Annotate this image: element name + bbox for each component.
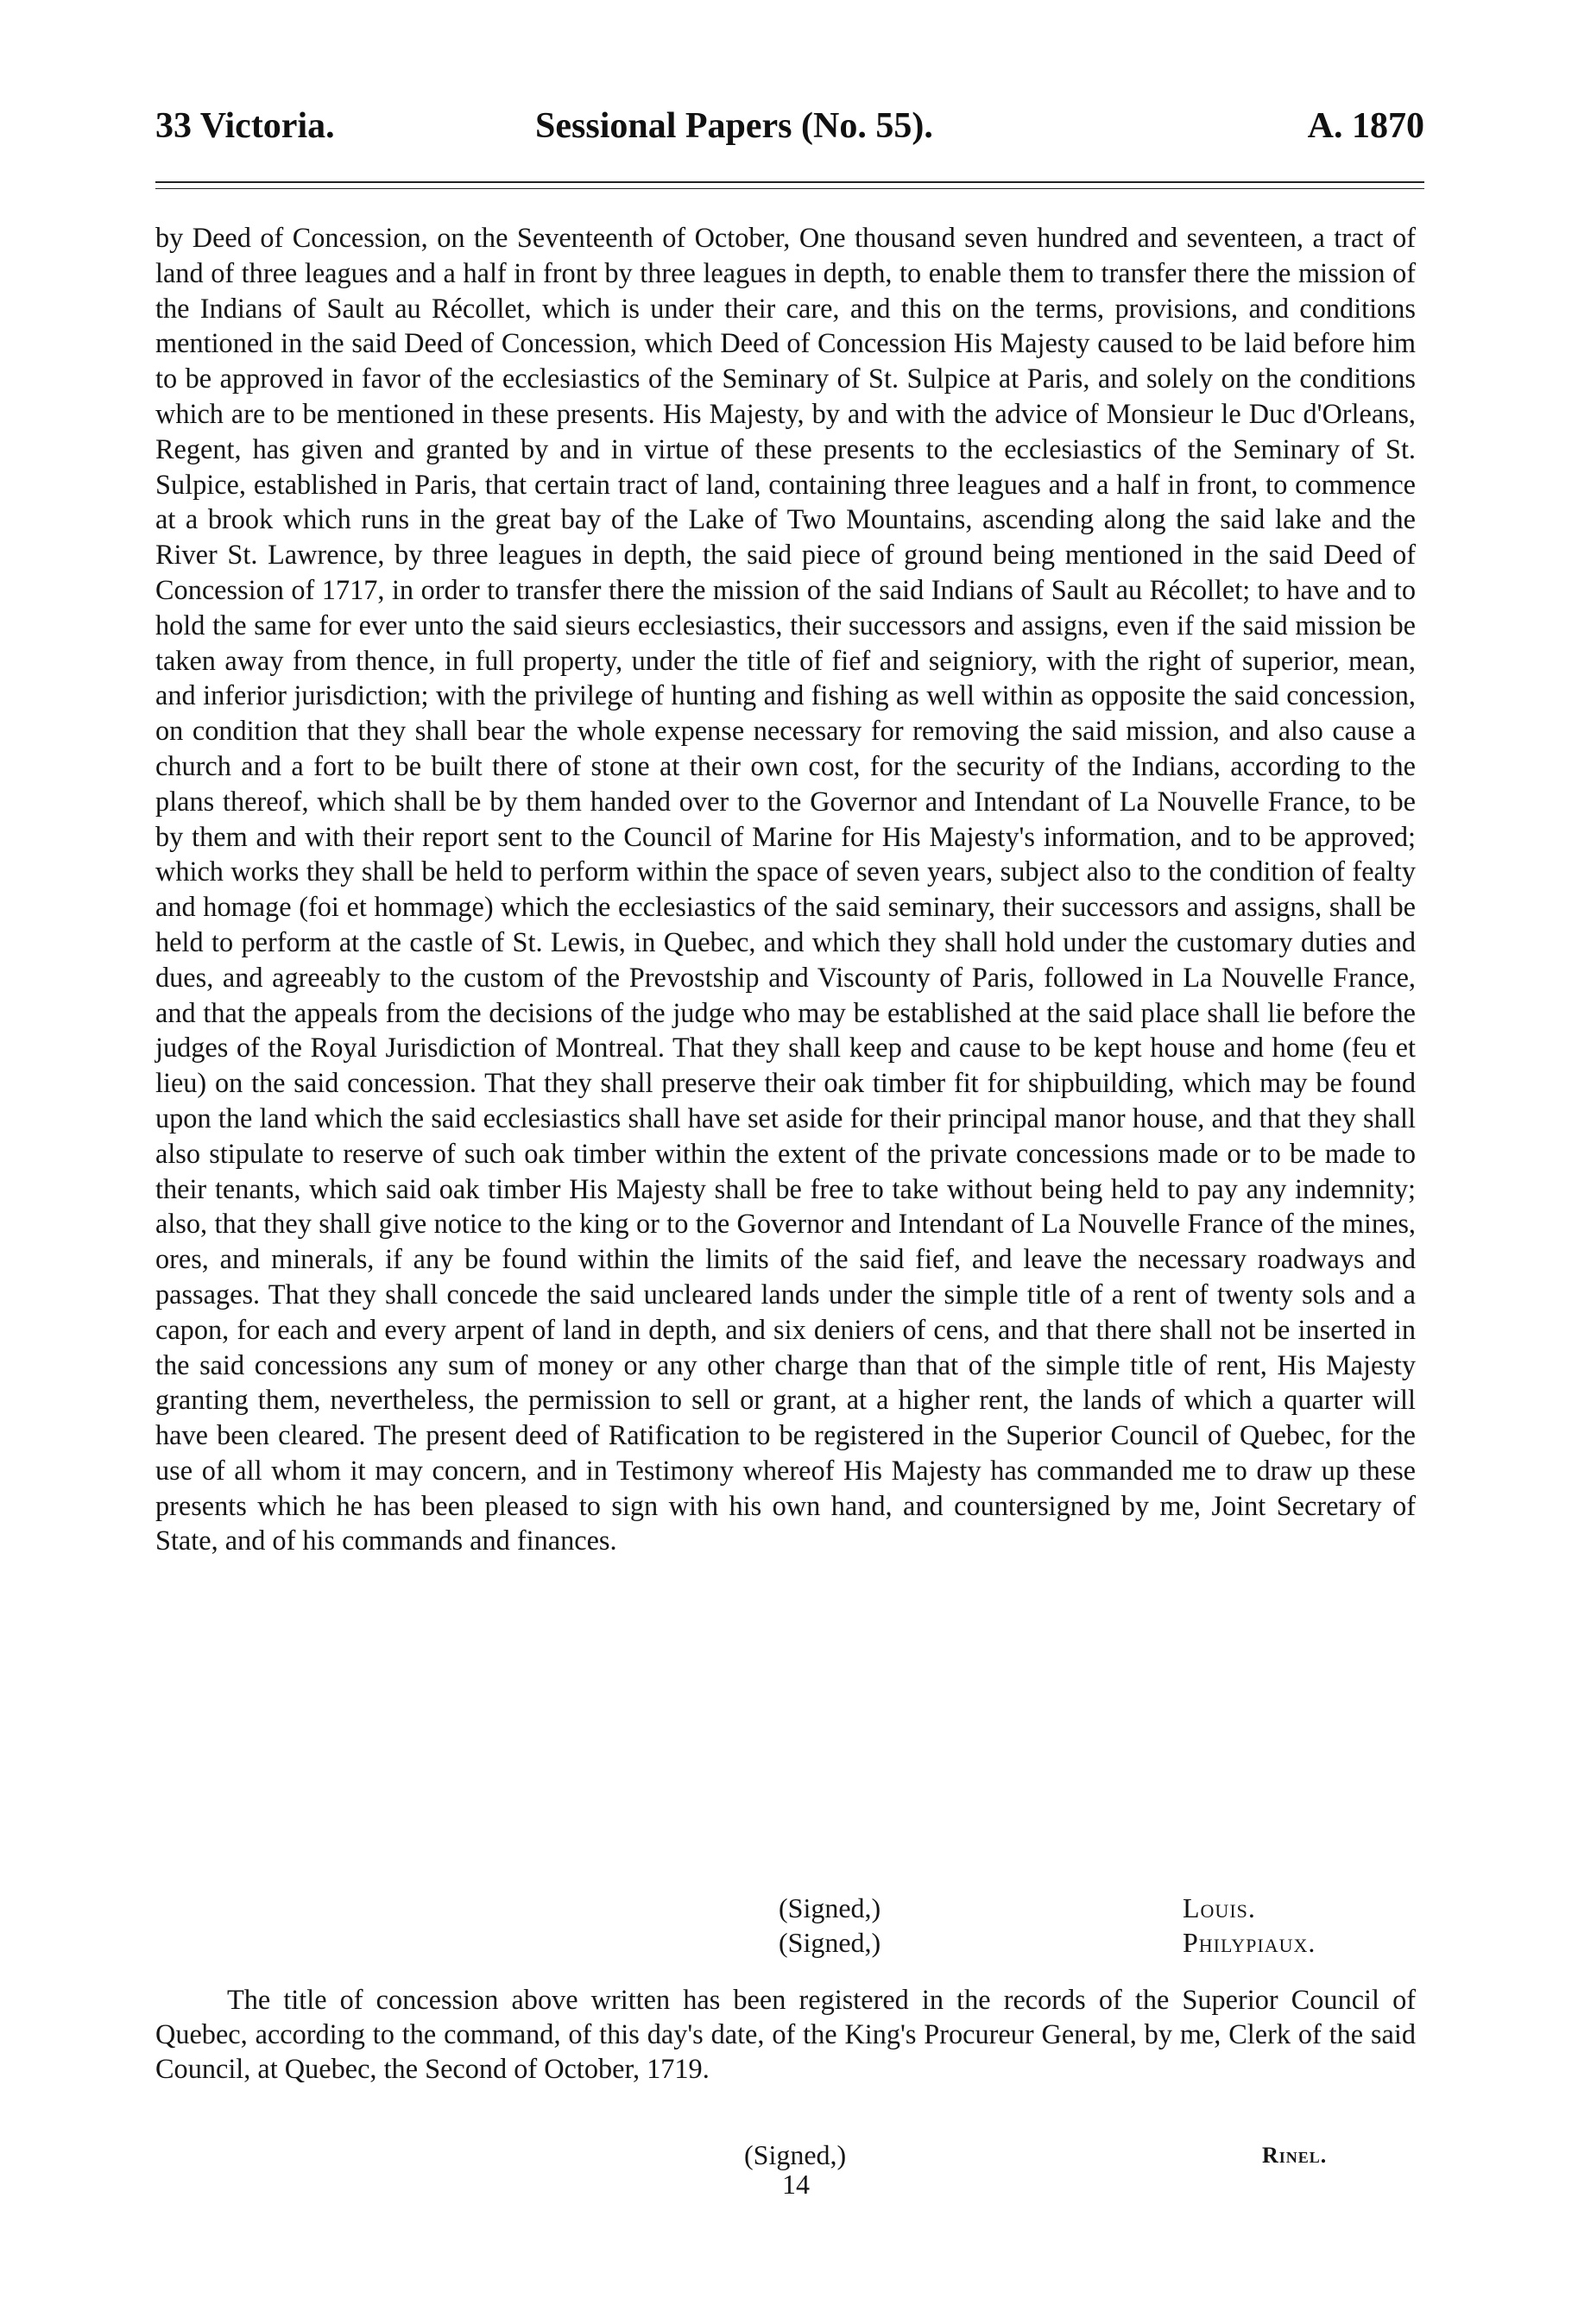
signature-line (779, 1927, 1469, 1961)
signature-block-ratification (779, 1892, 1469, 1961)
page-number: 14 (782, 2169, 810, 2200)
header-rule-thick (155, 181, 1424, 183)
header-title: Sessional Papers (No. 55). (535, 106, 933, 146)
signatory-name: Rinel. (1262, 2143, 1328, 2168)
signature-line (779, 1892, 1469, 1927)
signatory-name: Philypiaux. (1183, 1927, 1316, 1958)
running-header (155, 95, 1424, 164)
signature-label: (Signed,) (779, 1892, 881, 1923)
signature-block-clerk (744, 2139, 1435, 2174)
header-volume: 33 Victoria. (155, 106, 335, 146)
signature-line (744, 2139, 1435, 2174)
body-paragraph: by Deed of Concession, on the Seventeenth of October, One thousand seven hundred and seventeen, a tract of land of three leagues and a half in front by three leagues in depth, to enable them to transfer there the mission of the Indians of Sault au Récollet, which is under their care, and this on the terms, provisions, and conditions mentioned in the said Deed of Concession, which Deed of Concession His Majesty caused to be laid before him to be approved in favor of the ecclesiastics of the Seminary of St. Sulpice at Paris, and solely on the conditions which are to be mentioned in these presents. His Majesty, by and with the advice of Monsieur le Duc d'Orleans, Regent, has given and granted by and in virtue of these presents to the ecclesiastics of the Seminary of St. Sulpice, established in Paris, that certain tract of land, containing three leagues and a half in front, to commence at a brook which runs in the great bay of the Lake of Two Mountains, ascending along the said lake and the River St. Lawrence, by three leagues in depth, the said piece of ground being mentioned in the said Deed of Concession of 1717, in order to transfer there the mission of the said Indians of Sault au Récollet; to have and to hold the same for ever unto the said sieurs ecclesiastics, their successors and assigns, even if the said mission be taken away from thence, in full property, under the title of fief and seigniory, with the right of superior, mean, and inferior jurisdiction; with the privilege of hunting and fishing as well within as opposite the said concession, on condition that they shall bear the whole expense necessary for removing the said mission, and also cause a church and a fort to be built there of stone at their own cost, for the security of the Indians, according to the plans thereof, which shall be by them handed over to the Governor and Intendant of La Nouvelle France, to be by them and with their report sent to the Council of Marine for His Majesty's information, and to be approved; which works they shall be held to perform within the space of seven years, subject also to the condition of fealty and homage (foi et hommage) which the ecclesiastics of the said seminary, their successors and assigns, shall be held to perform at the castle of St. Lewis, in Quebec, and which they shall hold under the customary duties and dues, and agreeably to the custom of the Prevostship and Viscounty of Paris, followed in La Nouvelle France, and that the appeals from the decisions of the judge who may be established at the said place shall lie before the judges of the Royal Jurisdiction of Montreal. That they shall keep and cause to be kept house and home (feu et lieu) on the said concession. That they shall preserve their oak timber fit for shipbuilding, which may be found upon the land which the said ecclesiastics shall have set aside for their principal manor house, and that they shall also stipulate to reserve of such oak timber within the extent of the private concessions made or to be made to their tenants, which said oak timber His Majesty shall be free to take without being held to pay any indemnity; also, that they shall give notice to the king or to the Governor and Intendant of La Nouvelle France of the mines, ores, and minerals, if any be found within the limits of the said fief, and leave the necessary roadways and passages. That they shall concede the said uncleared lands under the simple title of a rent of twenty sols and a capon, for each and every arpent of land in depth, and six deniers of cens, and that there shall not be inserted in the said concessions any sum of money or any other charge than that of the simple title of rent, His Majesty granting them, nevertheless, the permission to sell or grant, at a higher rent, the lands of which a quarter will have been cleared. The present deed of Ratification to be registered in the Superior Council of Quebec, for the use of all whom it may concern, and in Testimony whereof His Majesty has commanded me to draw up these presents which he has been pleased to sign with his own hand, and countersigned by me, Joint Secretary of State, and of his commands and finances. (155, 222, 1416, 1557)
signature-label: (Signed,) (779, 1927, 881, 1958)
signature-label: (Signed,) (744, 2139, 847, 2170)
header-year: A. 1870 (1307, 106, 1424, 146)
page (155, 95, 1424, 164)
signatory-name: Louis. (1183, 1892, 1256, 1923)
registration-paragraph: The title of concession above written has been registered in the records of the Superior Council of Quebec, according to the command, of this day's date, of the King's Procureur General, by me, Clerk of the said Council, at Quebec, the Second of October, 1719. (155, 1984, 1416, 2084)
header-rule-thin (155, 188, 1424, 189)
